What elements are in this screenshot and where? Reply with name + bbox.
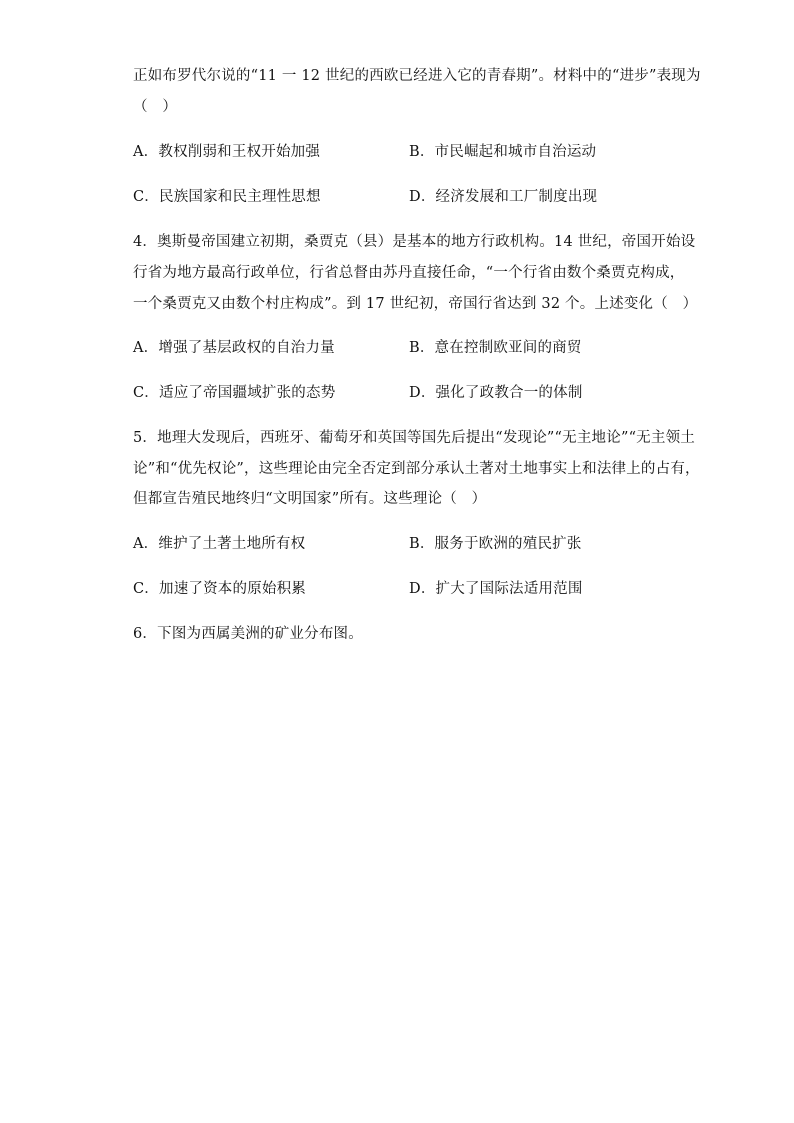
q4-stem-line-3: 一个桑贾克又由数个村庄构成”。到 17 世纪初，帝国行省达到 32 个。上述变化（ ） [133, 296, 698, 312]
q4-option-d: D．强化了政教合一的体制 [409, 385, 583, 401]
q5-stem-line-3: 但都宣告殖民地终归“文明国家”所有。这些理论（ ） [133, 491, 487, 507]
q3-option-d: D．经济发展和工厂制度出现 [409, 189, 598, 205]
q4-option-c: C．适应了帝国疆域扩张的态势 [133, 385, 336, 401]
q4-stem-line-2: 行省为地方最高行政单位，行省总督由苏丹直接任命，“一个行省由数个桑贾克构成， [133, 265, 685, 281]
q5-option-a: A．维护了土著土地所有权 [133, 536, 306, 552]
q4-option-a: A．增强了基层政权的自治力量 [133, 340, 335, 356]
q4-stem-line-1: 4．奥斯曼帝国建立初期，桑贾克（县）是基本的地方行政机构。14 世纪，帝国开始设 [133, 234, 696, 250]
q5-option-d: D．扩大了国际法适用范围 [409, 581, 583, 597]
q5-option-b: B．服务于欧洲的殖民扩张 [409, 536, 582, 552]
q3-stem-line-1: 正如布罗代尔说的“11 一 12 世纪的西欧已经进入它的青春期”。材料中的“进步”表现为 [133, 68, 701, 84]
q4-option-b: B．意在控制欧亚间的商贸 [409, 340, 582, 356]
q3-option-c: C．民族国家和民主理性思想 [133, 189, 321, 205]
q5-option-c: C．加速了资本的原始积累 [133, 581, 306, 597]
q5-stem-line-2: 论”和“优先权论”，这些理论由完全否定到部分承认土著对土地事实上和法律上的占有， [133, 461, 700, 477]
q3-option-b: B．市民崛起和城市自治运动 [409, 144, 597, 160]
q3-option-a: A．教权削弱和王权开始加强 [133, 144, 321, 160]
q6-stem-line-1: 6．下图为西属美洲的矿业分布图。 [133, 626, 363, 642]
q3-stem-line-2: （ ） [133, 99, 178, 115]
q5-stem-line-1: 5．地理大发现后，西班牙、葡萄牙和英国等国先后提出“发现论”“无主地论”“无主领土 [133, 430, 695, 446]
